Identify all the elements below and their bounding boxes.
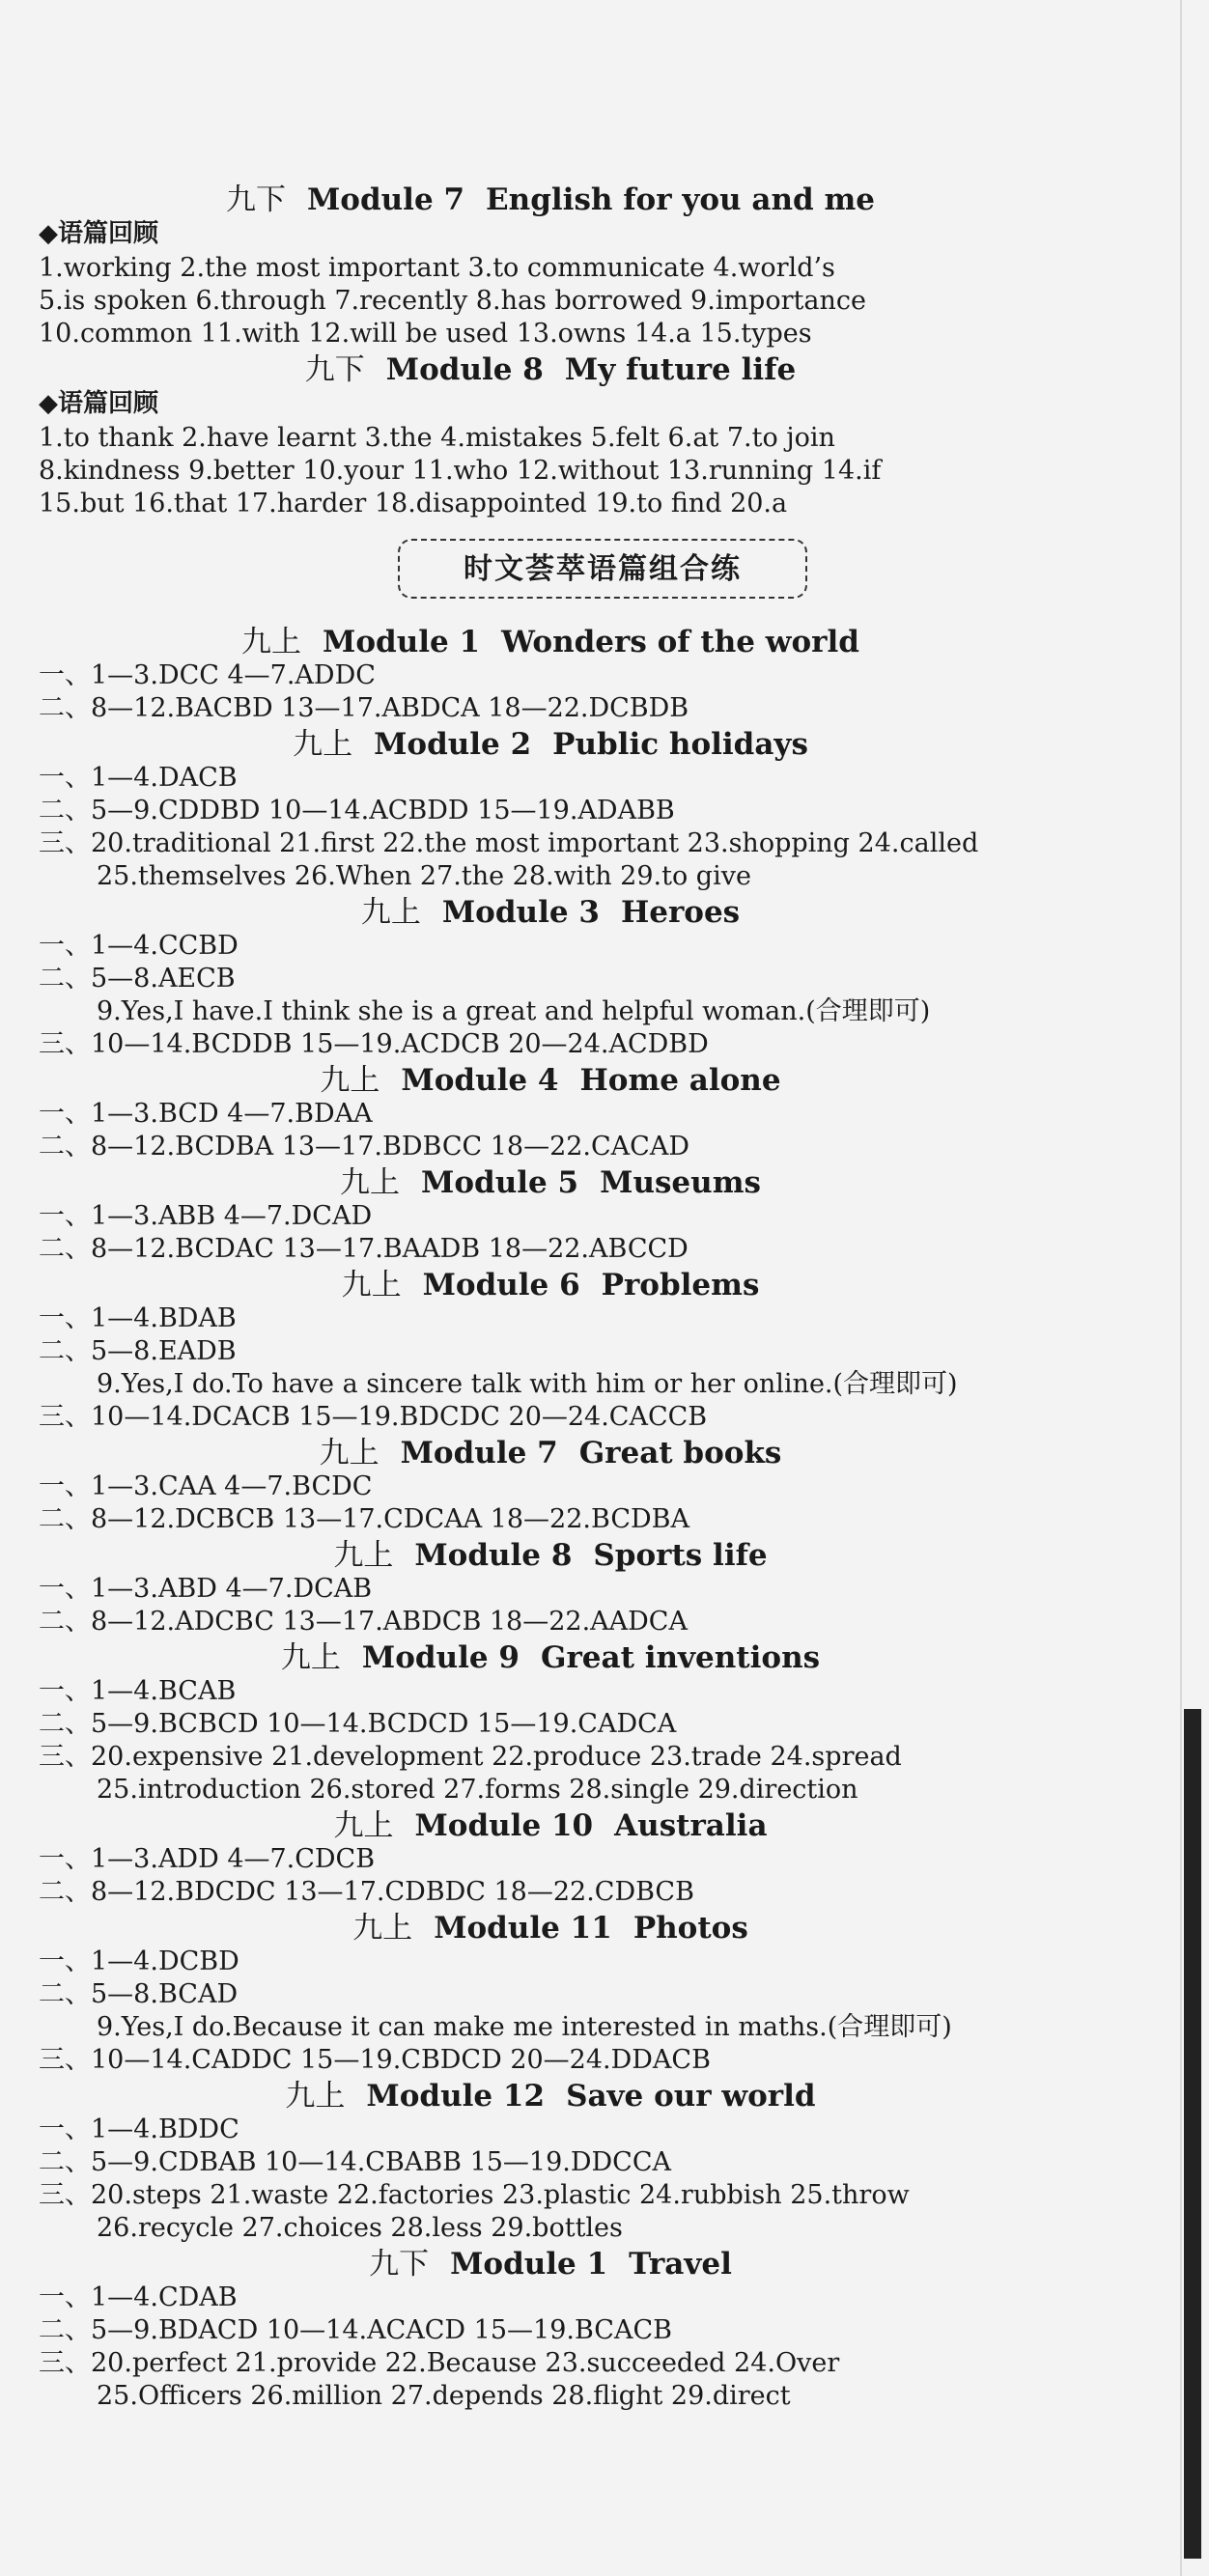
section-heading: 九上 Module 12 Save our world	[285, 2079, 816, 2114]
answer-line: 1.to thank 2.have learnt 3.the 4.mistakes 5.felt 6.at 7.to join	[39, 423, 835, 453]
answer-line: 二、8—12.ADCBC 13—17.ABDCB 18—22.AADCA	[39, 1607, 688, 1637]
answer-line: 二、8—12.DCBCB 13—17.CDCAA 18—22.BCDBA	[39, 1504, 689, 1534]
answer-line: 二、8—12.BCDAC 13—17.BAADB 18—22.ABCCD	[39, 1234, 689, 1264]
section-heading: 九下 Module 1 Travel	[369, 2247, 732, 2282]
answer-line: 二、5—9.BDACD 10—14.ACACD 15—19.BCACB	[39, 2315, 672, 2345]
answer-line: 二、5—9.BCBCD 10—14.BCDCD 15—19.CADCA	[39, 1709, 677, 1739]
answer-line: 二、5—8.EADB	[39, 1336, 237, 1366]
answer-line: 一、1—3.ADD 4—7.CDCB	[39, 1844, 376, 1874]
section-heading: 九上 Module 10 Australia	[333, 1808, 768, 1843]
answer-line: 5.is spoken 6.through 7.recently 8.has borrowed 9.importance	[39, 286, 866, 316]
answer-line: 26.recycle 27.choices 28.less 29.bottles	[97, 2213, 623, 2243]
answer-line: 三、20.expensive 21.development 22.produce 23.trade 24.spread	[39, 1742, 902, 1772]
answer-line: 二、5—9.CDDBD 10—14.ACBDD 15—19.ADABB	[39, 796, 675, 826]
review-label: ◆语篇回顾	[39, 219, 158, 248]
section-heading: 九上 Module 8 Sports life	[333, 1538, 768, 1573]
banner-title: 时文荟萃语篇组合练	[464, 552, 742, 586]
answer-line: 三、10—14.CADDC 15—19.CBDCD 20—24.DDACB	[39, 2045, 711, 2075]
section-heading: 九上 Module 6 Problems	[341, 1268, 760, 1302]
section-heading: 九上 Module 7 Great books	[319, 1436, 782, 1470]
answer-line: 8.kindness 9.better 10.your 11.who 12.without 13.running 14.if	[39, 456, 882, 486]
section-banner	[398, 539, 807, 599]
answer-line: 1.working 2.the most important 3.to communicate 4.world’s	[39, 253, 835, 283]
answer-line: 二、5—8.AECB	[39, 964, 236, 994]
answer-line: 三、20.perfect 21.provide 22.Because 23.succeeded 24.Over	[39, 2348, 840, 2378]
answer-line: 一、1—3.ABB 4—7.DCAD	[39, 1201, 373, 1231]
answer-line: 一、1—4.DCBD	[39, 1946, 239, 1976]
answer-line: 一、1—3.DCC 4—7.ADDC	[39, 660, 376, 690]
section-heading: 九上 Module 3 Heroes	[360, 895, 741, 930]
answer-line: 二、5—8.BCAD	[39, 1979, 239, 2009]
answer-line: 9.Yes,I do.To have a sincere talk with him or her online.(合理即可)	[97, 1369, 958, 1399]
page-edge-line	[1180, 0, 1182, 2576]
section-heading: 九上 Module 4 Home alone	[320, 1063, 781, 1098]
answer-page	[39, 0, 1168, 2576]
answer-line: 三、10—14.BCDDB 15—19.ACDCB 20—24.ACDBD	[39, 1029, 709, 1059]
section-heading: 九上 Module 5 Museums	[340, 1165, 761, 1200]
answer-line: 15.but 16.that 17.harder 18.disappointed 19.to find 20.a	[39, 489, 788, 518]
answer-line: 一、1—3.CAA 4—7.BCDC	[39, 1471, 373, 1501]
section-heading: 九上 Module 9 Great inventions	[280, 1640, 821, 1675]
scan-edge-shadow	[1184, 1709, 1201, 2559]
answer-line: 二、8—12.BDCDC 13—17.CDBDC 18—22.CDBCB	[39, 1877, 694, 1907]
answer-line: 一、1—4.CDAB	[39, 2282, 238, 2312]
review-label: ◆语篇回顾	[39, 389, 158, 418]
answer-line: 三、20.traditional 21.first 22.the most important 23.shopping 24.called	[39, 828, 979, 858]
answer-line: 一、1—4.BDAB	[39, 1303, 237, 1333]
answer-line: 三、10—14.DCACB 15—19.BDCDC 20—24.CACCB	[39, 1402, 708, 1432]
answer-line: 一、1—4.BDDC	[39, 2114, 239, 2144]
answer-line: 一、1—4.CCBD	[39, 931, 239, 961]
answer-line: 一、1—4.BCAB	[39, 1676, 237, 1706]
answer-line: 25.Officers 26.million 27.depends 28.flight 29.direct	[97, 2381, 791, 2411]
section-heading: 九下 Module 8 My future life	[304, 352, 797, 387]
answer-line: 9.Yes,I have.I think she is a great and helpful woman.(合理即可)	[97, 996, 931, 1026]
section-heading: 九上 Module 2 Public holidays	[293, 727, 808, 762]
answer-line: 二、5—9.CDBAB 10—14.CBABB 15—19.DDCCA	[39, 2147, 671, 2177]
answer-line: 一、1—4.DACB	[39, 763, 238, 793]
answer-line: 二、8—12.BCDBA 13—17.BDBCC 18—22.CACAD	[39, 1132, 689, 1162]
answer-line: 10.common 11.with 12.will be used 13.owns 14.a 15.types	[39, 319, 812, 349]
answer-line: 9.Yes,I do.Because it can make me interested in maths.(合理即可)	[97, 2012, 952, 2042]
section-heading: 九上 Module 1 Wonders of the world	[241, 625, 859, 659]
answer-line: 一、1—3.ABD 4—7.DCAB	[39, 1574, 373, 1604]
answer-line: 一、1—3.BCD 4—7.BDAA	[39, 1099, 373, 1129]
answer-line: 三、20.steps 21.waste 22.factories 23.plastic 24.rubbish 25.throw	[39, 2180, 910, 2210]
section-heading: 九上 Module 11 Photos	[352, 1911, 748, 1946]
answer-line: 25.themselves 26.When 27.the 28.with 29.to give	[97, 861, 751, 891]
section-heading: 九下 Module 7 English for you and me	[225, 182, 876, 217]
answer-line: 二、8—12.BACBD 13—17.ABDCA 18—22.DCBDB	[39, 693, 689, 723]
answer-line: 25.introduction 26.stored 27.forms 28.single 29.direction	[97, 1775, 858, 1805]
